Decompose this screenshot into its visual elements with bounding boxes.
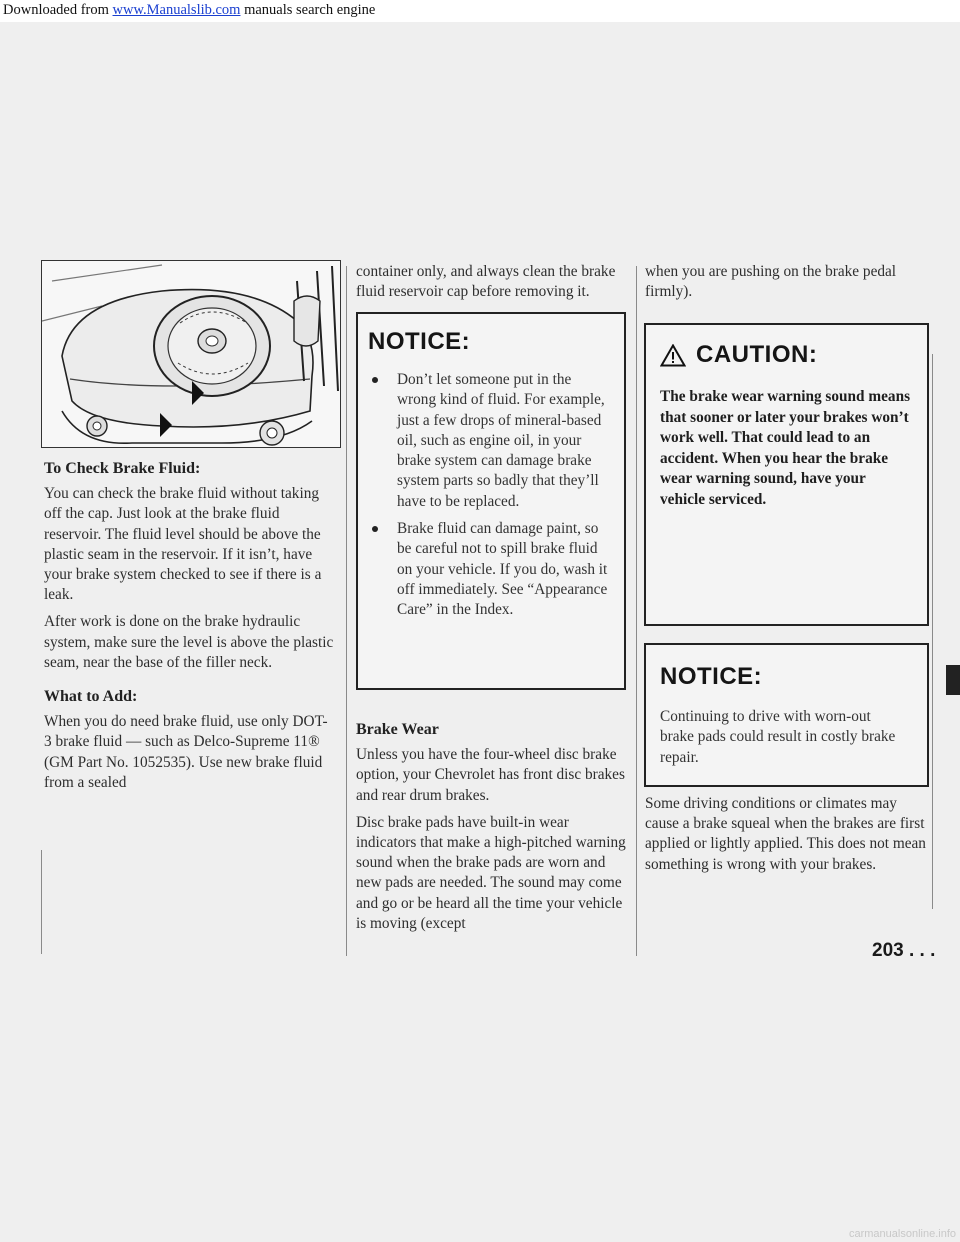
caution-box [644,323,929,626]
banner-text [3,2,375,19]
caution-header [660,341,913,369]
manual-page [0,22,960,1242]
warning-triangle-icon [660,344,686,367]
column-divider-1 [346,266,347,956]
paragraph-what-to-add: When you do need brake fluid, use only DOT-3 brake fluid — such as Delco-Supreme 11® (GM Part No. 1052535). Use new brake fluid from a sealed [44,713,328,791]
notice-item-text: Brake fluid can damage paint, so be careful not to spill brake fluid on your vehicle. If you do, wash it off immediately. See “Appearance Care” in the Index. [397,520,608,619]
paragraph-wear-indicators: Disc brake pads have built-in wear indicators that make a high-pitched warning sound when the brake pads are worn and new pads are needed. The sound may come and go or be heard all the time your vehicle is moving (except [356,813,626,932]
right-margin-line [932,354,933,909]
notice-item [368,370,612,512]
notice-title: NOTICE: [660,663,763,690]
notice-box-brake-fluid [356,312,626,690]
paragraph-disc-option: Unless you have the four-wheel disc brake option, your Chevrolet has front disc brakes and rear drum brakes. [356,746,625,804]
page-number: 203 . . . [872,940,936,961]
section-tab-marker [946,665,960,695]
paragraph-container-only: container only, and always clean the brake fluid reservoir cap before removing it. [356,263,616,301]
column-2-lower [356,720,632,941]
notice-body: Continuing to drive with worn-out brake pads could result in costly brake repair. [660,708,896,766]
paragraph-after-work: After work is done on the brake hydraulic system, make sure the level is above the plastic seam, near the base of the filler neck. [44,613,334,671]
column-3-lower [645,794,927,882]
paragraph-check-fluid: You can check the brake fluid without taking off the cap. Just look at the brake fluid reservoir. The fluid level should be above the plastic seam in the reservoir. If it isn’t, have your brake system checked to see if there is a leak. [44,485,322,604]
brake-reservoir-drawing [42,261,340,447]
banner-prefix: Downloaded from [3,2,113,18]
brake-reservoir-illustration [41,260,341,448]
manualslib-link[interactable]: www.Manualslib.com [112,2,241,18]
download-banner [0,0,960,22]
banner-suffix: manuals search engine [240,2,376,18]
caution-body: The brake wear warning sound means that sooner or later your brakes won’t work well. That could lead to an accident. When you hear the brake wear warning sound, have your vehicle serviced. [660,388,911,508]
left-margin-line [41,850,42,954]
paragraph-pushing-pedal: when you are pushing on the brake pedal firmly). [645,263,897,301]
heading-check-brake-fluid: To Check Brake Fluid: [44,460,201,477]
caution-title: CAUTION: [696,341,818,368]
column-3 [645,262,929,309]
heading-what-to-add: What to Add: [44,688,138,706]
column-divider-2 [636,266,637,956]
notice-title: NOTICE: [368,328,471,355]
notice-box-brake-pads [644,643,929,787]
bullet-icon [372,526,378,532]
watermark: carmanualsonline.info [848,1228,956,1240]
column-2 [356,262,628,309]
heading-brake-wear: Brake Wear [356,721,439,738]
paragraph-brake-squeal: Some driving conditions or climates may cause a brake squeal when the brakes are first applied or lightly applied. This does not mean something is wrong with your brakes. [645,795,926,873]
notice-item [368,519,612,620]
notice-item-text: Don’t let someone put in the wrong kind of fluid. For example, just a few drops of mineral-based oil, such as engine oil, in your brake system can damage brake system parts so badly that they’ll have to be replaced. [397,371,605,510]
bullet-icon [372,377,378,383]
notice-list [368,370,612,621]
column-1 [44,459,334,800]
